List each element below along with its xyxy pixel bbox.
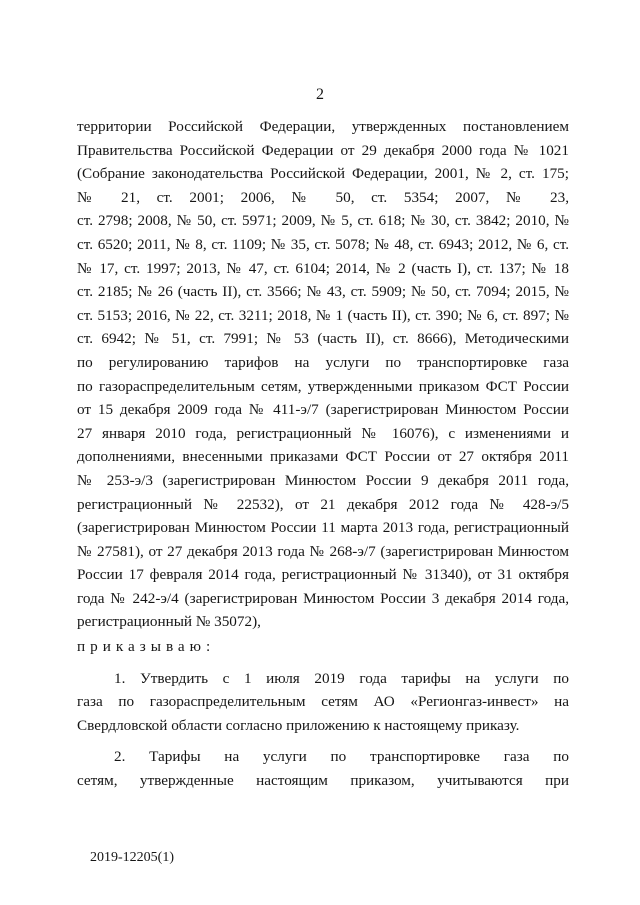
text-line: Правительства Российской Федерации от 29 декабря 2000 года № 1021: [77, 141, 569, 159]
text-line: ст. 2185; № 26 (часть II), ст. 3566; № 43, ст. 5909; № 50, ст. 7094; 2015, №: [77, 283, 569, 301]
paragraph-gap: [77, 737, 569, 745]
text-line: ст. 5153; 2016, № 22, ст. 3211; 2018, № 1 (часть II), ст. 390; № 6, ст. 897; №: [77, 306, 569, 324]
page-number: 2: [316, 86, 324, 103]
text-line: территории Российской Федерации, утвержденных постановлением: [77, 118, 569, 135]
text-line: 27 января 2010 года, регистрационный № 16076), с изменениями и: [77, 424, 569, 442]
text-line: регистрационный № 22532), от 21 декабря 2012 года № 428-э/5: [77, 495, 569, 513]
text-line: ст. 6942; № 51, ст. 7991; № 53 (часть II), ст. 8666), Методическими: [77, 330, 569, 348]
text-line: № 253-э/3 (зарегистрирован Минюстом России 9 декабря 2011 года,: [77, 471, 569, 489]
paragraph-1-line: газа по газораспределительным сетям АО «Регионгаз-инвест» на: [77, 693, 569, 711]
paragraph-gap: [77, 659, 569, 667]
text-line: года № 242-э/4 (зарегистрирован Минюстом России 3 декабря 2014 года,: [77, 589, 569, 607]
text-line: (зарегистрирован Минюстом России 11 марта 2013 года, регистрационный: [77, 519, 569, 537]
paragraph-2-line: сетям, утвержденные настоящим приказом, учитываются при: [77, 772, 569, 790]
text-line: России 17 февраля 2014 года, регистрационный № 31340), от 31 октября: [77, 566, 569, 584]
document-code: 2019-12205(1): [90, 850, 174, 865]
text-line: (Собрание законодательства Российской Федерации, 2001, № 2, ст. 175;: [77, 165, 569, 183]
text-line: ст. 6520; 2011, № 8, ст. 1109; № 35, ст. 5078; № 48, ст. 6943; 2012, № 6, ст.: [77, 235, 569, 253]
text-line: от 15 декабря 2009 года № 411-э/7 (зарегистрирован Минюстом России: [77, 401, 569, 419]
text-line: № 27581), от 27 декабря 2013 года № 268-э/7 (зарегистрирован Минюстом: [77, 542, 569, 560]
text-line: регистрационный № 35072),: [77, 613, 261, 631]
text-line: по газораспределительным сетям, утвержденными приказом ФСТ России: [77, 377, 569, 395]
order-word: приказываю:: [77, 638, 216, 656]
document-body: [77, 115, 569, 793]
text-line: по регулированию тарифов на услуги по транспортировке газа: [77, 353, 569, 371]
paragraph-1-line: 1. Утвердить с 1 июля 2019 года тарифы на услуги по: [114, 669, 569, 687]
text-line: № 17, ст. 1997; 2013, № 47, ст. 6104; 2014, № 2 (часть I), ст. 137; № 18: [77, 259, 569, 277]
paragraph-2-line: 2. Тарифы на услуги по транспортировке газа по: [114, 748, 569, 766]
text-line: ст. 2798; 2008, № 50, ст. 5971; 2009, № 5, ст. 618; № 30, ст. 3842; 2010, №: [77, 212, 569, 230]
text-line: № 21, ст. 2001; 2006, № 50, ст. 5354; 2007, № 23,: [77, 188, 569, 206]
paragraph-1-line: Свердловской области согласно приложению к настоящему приказу.: [77, 716, 520, 734]
text-line: дополнениями, внесенными приказами ФСТ России от 27 октября 2011: [77, 448, 569, 466]
